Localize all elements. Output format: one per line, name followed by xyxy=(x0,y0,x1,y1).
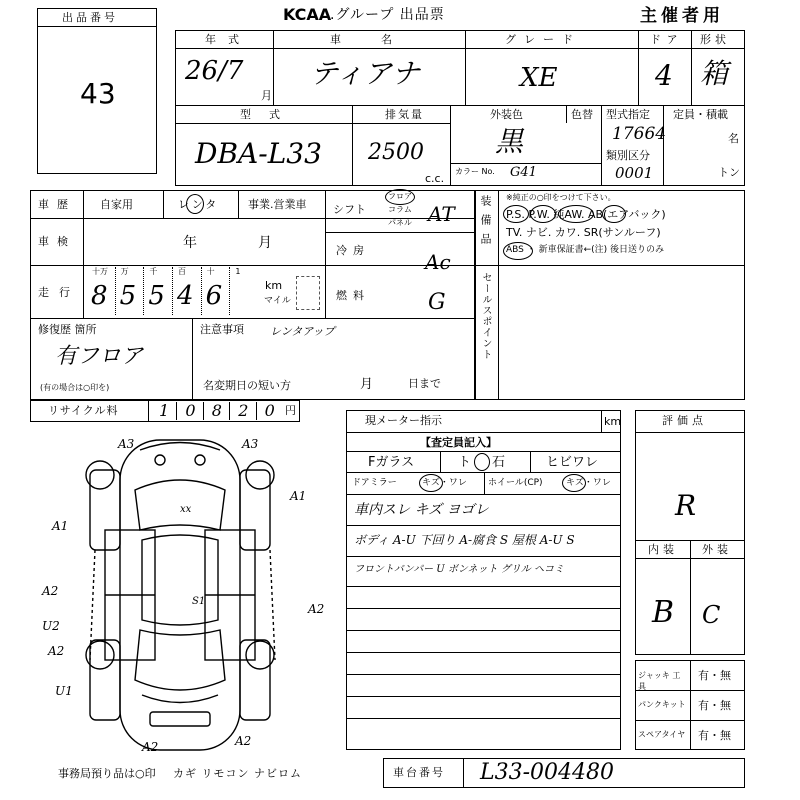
exterior-label: 外装 xyxy=(702,543,732,556)
history-private[interactable]: 自家用 xyxy=(100,198,133,211)
exterior-value: C xyxy=(702,601,721,629)
mileage-place-label: 千 xyxy=(149,267,158,276)
fuel-label: 燃料 xyxy=(336,289,370,302)
glass-option-3[interactable]: ヒビワレ xyxy=(546,455,599,470)
mileage-place-label: 十 xyxy=(206,267,215,276)
recycle-digit: 0 xyxy=(185,401,196,420)
equipment-line3: ABS ・ 新車保証書←(注) 後日送りのみ xyxy=(506,245,665,255)
car-name-value: ティアナ xyxy=(310,57,420,90)
km-label: km xyxy=(265,279,283,292)
grade-value: XE xyxy=(520,63,558,93)
host-label: 主催者用 xyxy=(640,6,724,26)
diagram-mark-u2: U2 xyxy=(42,619,60,633)
mileage-place-label: 十万 xyxy=(92,267,108,276)
mileage-digit: 8 xyxy=(91,281,108,311)
recycle-digit: 0 xyxy=(264,401,275,420)
repair-note: (有の場合は○印を) xyxy=(40,383,110,392)
name-change-label: 名変期日の短い方 xyxy=(203,379,291,392)
spare-options[interactable]: 有・無 xyxy=(698,729,731,742)
displacement-label: 排気量 xyxy=(385,108,424,121)
office-items-keys: カギ リモコン ナビロム xyxy=(173,767,302,780)
mirror-label: ドアミラー xyxy=(352,478,397,488)
glass-option-1[interactable]: ト xyxy=(458,455,472,470)
color-label: 外装色 xyxy=(490,108,523,121)
recycle-digit: 1 xyxy=(159,401,170,420)
cc-unit: c.c. xyxy=(425,172,445,185)
diagram-mark-a2-bottom-left: A2 xyxy=(142,740,159,754)
rating-label: 評価点 xyxy=(662,414,707,427)
chassis-value: L33-004480 xyxy=(480,760,615,785)
car-name-label: 車名 xyxy=(330,33,432,46)
ab-circle-mark xyxy=(602,205,626,223)
type-label: 型式指定 xyxy=(606,108,650,121)
diagram-mark-u1: U1 xyxy=(55,684,73,698)
chassis-label: 車台番号 xyxy=(393,766,445,779)
shift-option-panel[interactable]: パネル xyxy=(388,218,412,227)
note-line-1: 車内スレ キズ ヨゴレ xyxy=(354,502,489,518)
inspection-month-unit: 月 xyxy=(258,235,272,251)
recycle-unit: 円 xyxy=(285,404,296,417)
mileage-cells xyxy=(86,267,258,315)
rental-circle-mark xyxy=(186,194,204,214)
history-label: 車歴 xyxy=(38,198,76,211)
class-value: 0001 xyxy=(615,164,654,182)
repair-label: 修復歴 箇所 xyxy=(38,323,97,336)
lot-label: 出品番号 xyxy=(62,11,118,24)
puncture-options[interactable]: 有・無 xyxy=(698,699,731,712)
diagram-mark-a2-bottom-right: A2 xyxy=(235,734,252,748)
equipment-line1: P.S. P.W. 純AW. AB(エアバック) xyxy=(506,208,666,221)
meter-label: 現メーター指示 xyxy=(365,414,442,427)
inspection-year-unit: 年 xyxy=(183,235,197,251)
mileage-place-label: 1 xyxy=(235,267,241,276)
wheel-label: ホイール(CP) xyxy=(488,478,543,488)
door-label: ドア xyxy=(650,33,684,46)
puncture-label: パンクキット xyxy=(638,700,686,709)
diagram-mark-a1-left: A1 xyxy=(52,519,69,533)
model-label: 型式 xyxy=(240,108,298,121)
name-change-month: 月 xyxy=(360,377,374,392)
mileage-place-label: 百 xyxy=(178,267,186,276)
note-line-2: ボディ A-U 下回り A-腐食 S 屋根 A-U S xyxy=(354,533,575,547)
history-rental[interactable]: レンタ xyxy=(178,198,220,211)
capacity-unit-ton: トン xyxy=(718,166,740,179)
diagram-mark-s1: S1 xyxy=(192,596,206,607)
glass-circle-mark xyxy=(474,453,490,471)
door-value: 4 xyxy=(655,59,673,92)
color-value: 黒 xyxy=(495,125,524,158)
meter-unit: km xyxy=(604,415,622,428)
model-value: DBA-L33 xyxy=(195,137,322,170)
mileage-digit: 5 xyxy=(148,281,165,311)
mile-label: マイル xyxy=(264,296,291,306)
jack-options[interactable]: 有・無 xyxy=(698,669,731,682)
color-no-value: G41 xyxy=(510,165,537,180)
mileage-digit: 5 xyxy=(119,281,137,311)
diagram-mark-a1-right: A1 xyxy=(290,489,307,503)
grade-label: グレード xyxy=(505,33,581,46)
name-change-day: 日まで xyxy=(408,377,441,390)
shift-label: シフト xyxy=(333,203,366,216)
ac-value: Ac xyxy=(425,250,451,274)
fuel-value: G xyxy=(428,290,446,315)
shift-option-floor[interactable]: フロア xyxy=(388,192,412,201)
inspection-label: 車検 xyxy=(38,235,76,248)
repair-value: 有フロア xyxy=(55,344,144,369)
abs-circle-mark xyxy=(503,242,533,260)
wheel-options[interactable]: キズ・ワレ xyxy=(566,478,611,488)
jack-label: ジャッキ 工具 xyxy=(638,671,681,691)
glass-option-2[interactable]: 石 xyxy=(492,455,506,470)
year-value: 26/7 xyxy=(185,56,244,86)
aw-circle-mark xyxy=(558,205,594,223)
equipment-line2: TV. ナビ. カワ. SR(サンルーフ) xyxy=(506,226,661,239)
form-title: .グループ 出品票 xyxy=(330,7,445,23)
inspector-title: 【査定員記入】 xyxy=(420,436,497,449)
year-label: 年式 xyxy=(205,33,251,46)
diagram-mark-a2-left-top: A2 xyxy=(42,584,59,598)
diagram-mark-a3-right: A3 xyxy=(242,437,259,451)
f-glass-label: Fガラス xyxy=(368,455,415,470)
office-items-label: 事務局預り品は○印 xyxy=(58,767,156,780)
floor-circle-mark xyxy=(385,189,415,205)
wheel-circle-mark xyxy=(562,474,586,492)
mileage-label: 走行 xyxy=(38,286,80,299)
diagram-mark-a3-left: A3 xyxy=(118,437,135,451)
color-no-label: カラー No. xyxy=(455,167,495,176)
logo: KCAA xyxy=(283,5,332,24)
shift-option-column[interactable]: コラム xyxy=(388,205,412,214)
mirror-circle-mark xyxy=(419,474,443,492)
equipment-label: 装備品 xyxy=(479,195,492,252)
diagram-mark-a2-left-mid: A2 xyxy=(48,644,65,658)
mileage-place-label: 万 xyxy=(120,267,129,276)
capacity-unit-people: 名 xyxy=(728,132,739,145)
recycle-label: リサイクル料 xyxy=(48,404,119,417)
shape-label: 形状 xyxy=(700,33,730,46)
ac-label: 冷房 xyxy=(336,244,370,257)
sales-point-label: セールスポイント xyxy=(480,272,491,360)
type-value: 17664 xyxy=(612,124,667,144)
caution-label: 注意事項 xyxy=(200,323,244,336)
pw-circle-mark xyxy=(530,205,556,223)
mileage-digit: 6 xyxy=(205,281,223,311)
spare-label: スペアタイヤ xyxy=(638,730,686,739)
year-month-unit: 月 xyxy=(261,89,272,102)
shape-value: 箱 xyxy=(700,57,729,90)
history-business[interactable]: 事業.営業車 xyxy=(248,198,307,211)
displacement-value: 2500 xyxy=(368,140,424,165)
equipment-note: ※純正の○印をつけて下さい。 xyxy=(506,193,616,202)
shift-value: AT xyxy=(428,202,455,226)
interior-label: 内装 xyxy=(648,543,678,556)
recycle-digit: 2 xyxy=(238,401,249,420)
rating-value: R xyxy=(675,489,697,522)
diagram-mark-a2-right: A2 xyxy=(308,602,325,616)
note-line-3: フロントバンパー U ボンネット グリル ヘコミ xyxy=(354,564,564,575)
car-damage-diagram xyxy=(30,430,340,760)
mile-checkbox[interactable] xyxy=(296,276,320,310)
diagram-mark-xx: xx xyxy=(180,504,192,515)
capacity-label: 定員・積載 xyxy=(673,108,728,121)
recycle-digits xyxy=(150,402,282,420)
mileage-digit: 4 xyxy=(177,281,194,311)
color-change-label: 色替 xyxy=(571,108,593,121)
ps-circle-mark xyxy=(503,205,529,223)
class-label: 類別区分 xyxy=(606,149,650,162)
recycle-digit: 8 xyxy=(211,401,222,420)
lot-number: 43 xyxy=(80,77,116,110)
interior-value: B xyxy=(652,595,675,630)
caution-value: レンタアップ xyxy=(270,325,335,338)
mirror-options[interactable]: キズ・ワレ xyxy=(422,478,467,488)
